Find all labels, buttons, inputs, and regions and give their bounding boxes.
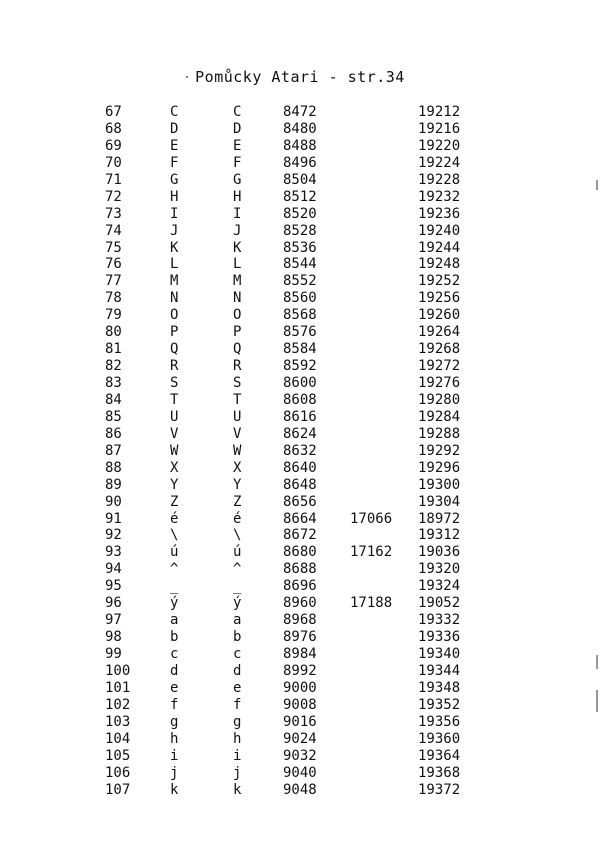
- table-row: [0, 629, 600, 646]
- glyph-normal: b: [170, 629, 179, 646]
- char-code: 76: [105, 256, 122, 273]
- font-address: 9000: [283, 679, 317, 696]
- font-address: 9032: [283, 747, 317, 764]
- glyph-normal: V: [170, 425, 179, 442]
- glyph-font: j: [233, 764, 242, 781]
- char-code: 102: [105, 696, 131, 713]
- char-code: 85: [105, 408, 122, 425]
- font-address: 8496: [283, 154, 317, 171]
- glyph-font: P: [233, 324, 242, 341]
- scan-edge-mark: [596, 655, 598, 669]
- glyph-font: D: [233, 120, 242, 137]
- font-address: 8680: [283, 544, 317, 561]
- char-code: 78: [105, 290, 122, 307]
- font-address: 8592: [283, 358, 317, 375]
- table-row: [0, 172, 600, 189]
- character-table: [0, 104, 600, 798]
- glyph-normal: j: [170, 764, 179, 781]
- glyph-font: M: [233, 273, 242, 290]
- char-code: 81: [105, 341, 122, 358]
- screen-address: 19324: [418, 578, 461, 595]
- screen-address: 19360: [418, 730, 461, 747]
- font-address: 8632: [283, 442, 317, 459]
- glyph-font: \: [233, 527, 242, 544]
- screen-address: 19352: [418, 696, 461, 713]
- char-code: 77: [105, 273, 122, 290]
- screen-address: 19212: [418, 104, 461, 120]
- screen-address: 19348: [418, 679, 461, 696]
- screen-address: 19216: [418, 120, 461, 137]
- char-code: 91: [105, 510, 122, 527]
- screen-address: 19228: [418, 171, 461, 188]
- screen-address: 19344: [418, 662, 461, 679]
- glyph-font: L: [233, 256, 242, 273]
- char-code: 75: [105, 239, 122, 256]
- font-address: 8584: [283, 341, 317, 358]
- screen-address: 19296: [418, 459, 461, 476]
- char-code: 82: [105, 358, 122, 375]
- glyph-normal: Z: [170, 493, 179, 510]
- glyph-normal: i: [170, 747, 179, 764]
- glyph-font: _: [233, 578, 242, 595]
- glyph-font: X: [233, 459, 242, 476]
- table-row: [0, 663, 600, 680]
- font-address: 9024: [283, 730, 317, 747]
- char-code: 99: [105, 646, 122, 662]
- char-code: 73: [105, 205, 122, 222]
- glyph-font: S: [233, 375, 242, 391]
- screen-address: 19280: [418, 391, 461, 408]
- glyph-font: E: [233, 137, 242, 154]
- glyph-font: k: [233, 781, 242, 798]
- font-address: 8664: [283, 510, 317, 527]
- glyph-normal: J: [170, 222, 179, 239]
- glyph-normal: e: [170, 679, 179, 696]
- font-address: 8656: [283, 493, 317, 510]
- char-code: 103: [105, 713, 131, 730]
- table-row: [0, 782, 600, 799]
- font-address: 8696: [283, 578, 317, 595]
- glyph-font: é: [233, 510, 242, 527]
- font-address: 8552: [283, 273, 317, 290]
- table-row: [0, 138, 600, 155]
- glyph-font: R: [233, 358, 242, 375]
- glyph-normal: ^: [170, 561, 179, 578]
- screen-address: 19312: [418, 527, 461, 544]
- screen-address: 19356: [418, 713, 461, 730]
- glyph-normal: Y: [170, 476, 179, 493]
- screen-address: 19304: [418, 493, 461, 510]
- glyph-font: Y: [233, 476, 242, 493]
- font-address: 8688: [283, 561, 317, 578]
- char-code: 92: [105, 527, 122, 544]
- char-code: 97: [105, 612, 122, 629]
- char-code: 88: [105, 459, 122, 476]
- screen-address: 19268: [418, 341, 461, 358]
- glyph-normal: k: [170, 781, 179, 798]
- glyph-font: d: [233, 662, 242, 679]
- font-address: 8536: [283, 239, 317, 256]
- font-address: 8576: [283, 324, 317, 341]
- screen-address: 19320: [418, 561, 461, 578]
- glyph-normal: g: [170, 713, 179, 730]
- font-address: 8672: [283, 527, 317, 544]
- glyph-normal: S: [170, 375, 179, 391]
- glyph-font: h: [233, 730, 242, 747]
- glyph-normal: R: [170, 358, 179, 375]
- screen-address: 19248: [418, 256, 461, 273]
- table-row: [0, 307, 600, 324]
- table-row: [0, 155, 600, 172]
- table-row: [0, 646, 600, 663]
- screen-address: 19364: [418, 747, 461, 764]
- table-row: [0, 426, 600, 443]
- screen-address: 19240: [418, 222, 461, 239]
- char-code: 74: [105, 222, 122, 239]
- table-row: [0, 748, 600, 765]
- glyph-normal: \: [170, 527, 179, 544]
- font-address: 8992: [283, 662, 317, 679]
- font-address: 9016: [283, 713, 317, 730]
- table-row: [0, 511, 600, 528]
- table-row: [0, 324, 600, 341]
- table-row: [0, 578, 600, 595]
- table-row: [0, 595, 600, 612]
- screen-address: 19244: [418, 239, 461, 256]
- char-code: 68: [105, 120, 122, 137]
- font-address: 8960: [283, 595, 317, 612]
- glyph-normal: f: [170, 696, 179, 713]
- glyph-normal: G: [170, 171, 179, 188]
- screen-address: 19336: [418, 629, 461, 646]
- char-code: 90: [105, 493, 122, 510]
- char-code: 106: [105, 764, 131, 781]
- table-row: [0, 731, 600, 748]
- glyph-font: ^: [233, 561, 242, 578]
- glyph-normal: L: [170, 256, 179, 273]
- screen-address: 19368: [418, 764, 461, 781]
- char-code: 105: [105, 747, 131, 764]
- table-row: [0, 392, 600, 409]
- glyph-font: U: [233, 408, 242, 425]
- glyph-normal: K: [170, 239, 179, 256]
- char-code: 100: [105, 662, 131, 679]
- screen-address: 19276: [418, 375, 461, 391]
- char-code: 83: [105, 375, 122, 391]
- char-code: 89: [105, 476, 122, 493]
- table-row: [0, 256, 600, 273]
- char-code: 69: [105, 137, 122, 154]
- glyph-font: Z: [233, 493, 242, 510]
- char-code: 71: [105, 171, 122, 188]
- glyph-font: I: [233, 205, 242, 222]
- screen-address: 19340: [418, 646, 461, 662]
- font-address: 8504: [283, 171, 317, 188]
- glyph-normal: I: [170, 205, 179, 222]
- table-row: [0, 477, 600, 494]
- table-row: [0, 341, 600, 358]
- screen-address: 19256: [418, 290, 461, 307]
- screen-address: 19292: [418, 442, 461, 459]
- table-row: [0, 104, 600, 121]
- glyph-normal: d: [170, 662, 179, 679]
- screen-address: 19232: [418, 188, 461, 205]
- char-code: 93: [105, 544, 122, 561]
- screen-address: 19332: [418, 612, 461, 629]
- glyph-font: Q: [233, 341, 242, 358]
- screen-address: 19224: [418, 154, 461, 171]
- glyph-font: g: [233, 713, 242, 730]
- table-row: [0, 375, 600, 392]
- char-code: 96: [105, 595, 122, 612]
- table-row: [0, 561, 600, 578]
- glyph-normal: U: [170, 408, 179, 425]
- glyph-font: ý: [233, 595, 242, 612]
- table-row: [0, 290, 600, 307]
- font-address: 8624: [283, 425, 317, 442]
- glyph-font: i: [233, 747, 242, 764]
- alt-address: 17162: [350, 544, 393, 561]
- font-address: 8512: [283, 188, 317, 205]
- alt-address: 17066: [350, 510, 393, 527]
- table-row: [0, 494, 600, 511]
- table-row: [0, 765, 600, 782]
- screen-address: 19236: [418, 205, 461, 222]
- char-code: 95: [105, 578, 122, 595]
- char-code: 101: [105, 679, 131, 696]
- glyph-font: F: [233, 154, 242, 171]
- glyph-normal: T: [170, 391, 179, 408]
- screen-address: 19288: [418, 425, 461, 442]
- char-code: 86: [105, 425, 122, 442]
- glyph-normal: a: [170, 612, 179, 629]
- char-code: 87: [105, 442, 122, 459]
- screen-address: 18972: [418, 510, 461, 527]
- table-row: [0, 206, 600, 223]
- glyph-normal: M: [170, 273, 179, 290]
- font-address: 8984: [283, 646, 317, 662]
- glyph-font: ú: [233, 544, 242, 561]
- glyph-font: W: [233, 442, 242, 459]
- glyph-font: f: [233, 696, 242, 713]
- glyph-font: C: [233, 104, 242, 120]
- table-row: [0, 460, 600, 477]
- font-address: 8640: [283, 459, 317, 476]
- char-code: 67: [105, 104, 122, 120]
- font-address: 8544: [283, 256, 317, 273]
- char-code: 72: [105, 188, 122, 205]
- table-row: [0, 714, 600, 731]
- font-address: 9048: [283, 781, 317, 798]
- table-row: [0, 223, 600, 240]
- table-row: [0, 409, 600, 426]
- glyph-normal: W: [170, 442, 179, 459]
- screen-address: 19264: [418, 324, 461, 341]
- glyph-normal: P: [170, 324, 179, 341]
- glyph-normal: H: [170, 188, 179, 205]
- glyph-font: a: [233, 612, 242, 629]
- char-code: 80: [105, 324, 122, 341]
- screen-address: 19052: [418, 595, 461, 612]
- table-row: [0, 189, 600, 206]
- screen-address: 19372: [418, 781, 461, 798]
- glyph-font: K: [233, 239, 242, 256]
- screen-address: 19252: [418, 273, 461, 290]
- glyph-font: N: [233, 290, 242, 307]
- font-address: 8616: [283, 408, 317, 425]
- glyph-normal: N: [170, 290, 179, 307]
- glyph-font: T: [233, 391, 242, 408]
- screen-address: 19220: [418, 137, 461, 154]
- glyph-font: H: [233, 188, 242, 205]
- font-address: 8968: [283, 612, 317, 629]
- font-address: 8648: [283, 476, 317, 493]
- font-address: 8520: [283, 205, 317, 222]
- glyph-normal: O: [170, 307, 179, 324]
- alt-address: 17188: [350, 595, 393, 612]
- glyph-font: O: [233, 307, 242, 324]
- scan-edge-mark: [596, 690, 598, 712]
- glyph-font: b: [233, 629, 242, 646]
- font-address: 8608: [283, 391, 317, 408]
- char-code: 70: [105, 154, 122, 171]
- font-address: 9040: [283, 764, 317, 781]
- glyph-font: G: [233, 171, 242, 188]
- font-address: 8472: [283, 104, 317, 120]
- glyph-font: J: [233, 222, 242, 239]
- glyph-normal: c: [170, 646, 179, 662]
- char-code: 94: [105, 561, 122, 578]
- table-row: [0, 612, 600, 629]
- glyph-normal: D: [170, 120, 179, 137]
- glyph-normal: Q: [170, 341, 179, 358]
- screen-address: 19036: [418, 544, 461, 561]
- font-address: 8528: [283, 222, 317, 239]
- font-address: 8568: [283, 307, 317, 324]
- font-address: 8600: [283, 375, 317, 391]
- font-address: 8480: [283, 120, 317, 137]
- font-address: 8560: [283, 290, 317, 307]
- glyph-normal: ú: [170, 544, 179, 561]
- table-row: [0, 121, 600, 138]
- char-code: 107: [105, 781, 131, 798]
- glyph-normal: h: [170, 730, 179, 747]
- char-code: 98: [105, 629, 122, 646]
- glyph-normal: é: [170, 510, 179, 527]
- screen-address: 19284: [418, 408, 461, 425]
- table-row: [0, 527, 600, 544]
- font-address: 9008: [283, 696, 317, 713]
- char-code: 84: [105, 391, 122, 408]
- glyph-normal: E: [170, 137, 179, 154]
- glyph-font: e: [233, 679, 242, 696]
- glyph-normal: _: [170, 578, 179, 595]
- table-row: [0, 443, 600, 460]
- table-row: [0, 358, 600, 375]
- glyph-font: V: [233, 425, 242, 442]
- screen-address: 19272: [418, 358, 461, 375]
- char-code: 104: [105, 730, 131, 747]
- glyph-normal: C: [170, 104, 179, 120]
- glyph-normal: X: [170, 459, 179, 476]
- table-row: [0, 240, 600, 257]
- font-address: 8976: [283, 629, 317, 646]
- font-address: 8488: [283, 137, 317, 154]
- glyph-normal: F: [170, 154, 179, 171]
- table-row: [0, 697, 600, 714]
- screen-address: 19300: [418, 476, 461, 493]
- table-row: [0, 544, 600, 561]
- page-title: Pomůcky Atari - str.34: [195, 68, 405, 86]
- table-row: [0, 680, 600, 697]
- glyph-font: c: [233, 646, 242, 662]
- scan-edge-mark: [596, 180, 598, 190]
- char-code: 79: [105, 307, 122, 324]
- screen-address: 19260: [418, 307, 461, 324]
- table-row: [0, 273, 600, 290]
- glyph-normal: ý: [170, 595, 179, 612]
